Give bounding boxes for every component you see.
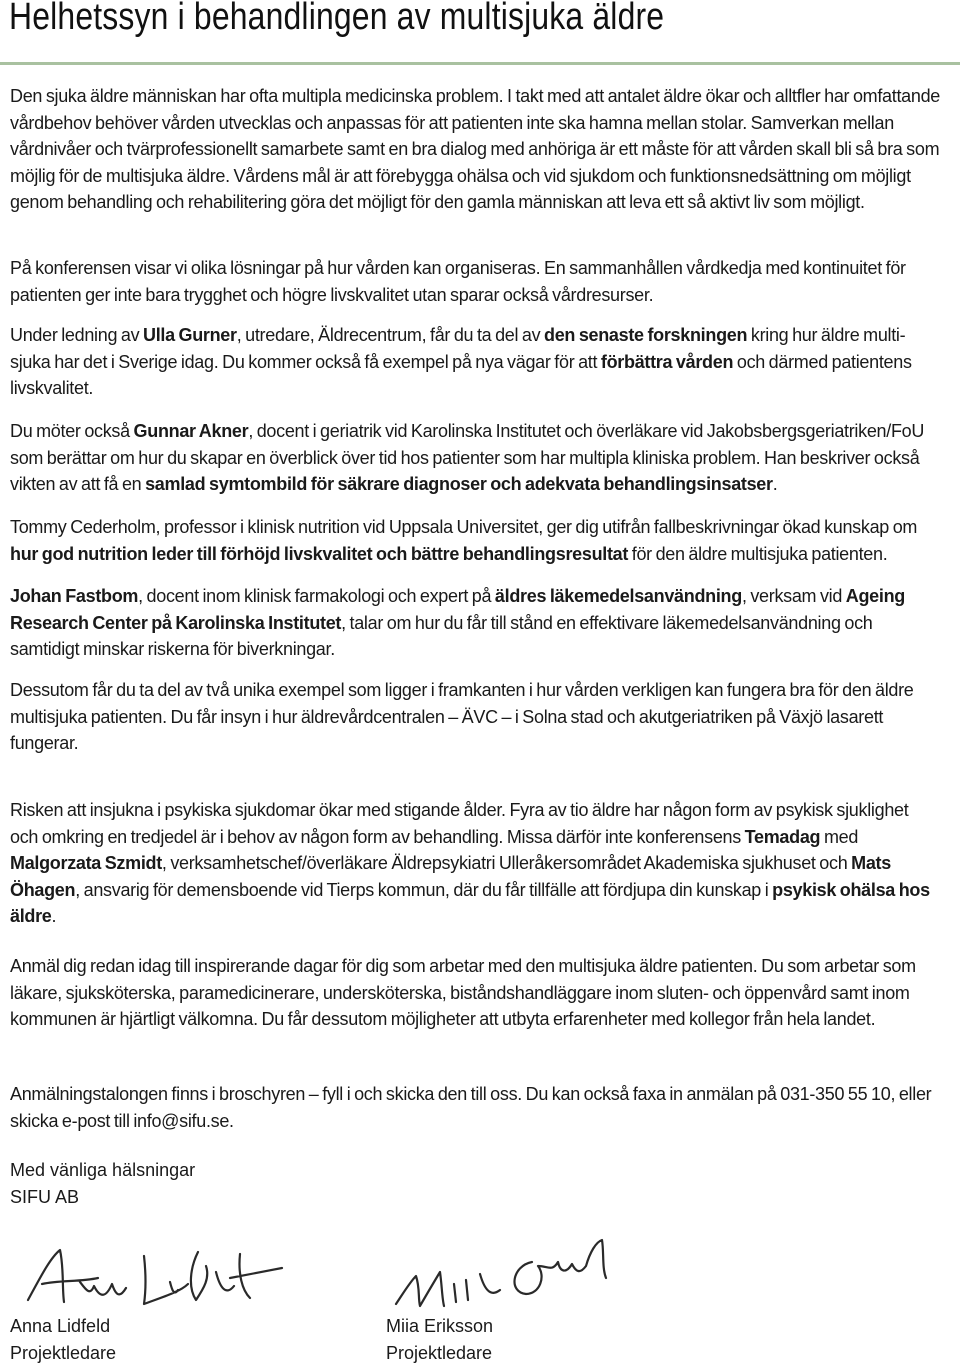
paragraph-examples: Dessutom får du ta del av två unika exempel som ligger i framkanten i hur vården verkligen kan fungera bra för den äldre multisjuka patienten. Du får insyn i hur äldrevårdcentralen – ÄVC – i Solna stad och akutgeriatriken på Växjö lasarett fungerar.: [10, 680, 914, 753]
emphasis: förbättra vården: [600, 351, 734, 372]
emphasis: Gunnar Akner: [133, 421, 249, 441]
signature-miia-eriksson: [390, 1232, 620, 1322]
closing: [10, 1157, 195, 1211]
signature-anna-lidfeld: [20, 1238, 290, 1318]
paragraph-gunnar-akner: Du möter också Gunnar Akner, docent i geriatrik vid Karolinska Institutet och överläkare vid Jakobsbergsgeriatriken/FoU som berättar om hur du skapar en överblick över tid hos patienter som har multipla kliniska problem. Han beskriver också vikten av att få en samlad symtombild för säkrare diagnoser och adekvata behandlingsinsatser.: [10, 421, 925, 494]
emphasis: psykisk ohälsa hos äldre: [10, 879, 930, 926]
title-rule: [0, 62, 960, 65]
emphasis: Malgorzata Szmidt: [10, 853, 162, 873]
emphasis: Johan Fastbom: [10, 586, 139, 606]
paragraph-ulla-gurner: Under ledning av Ulla Gurner, utredare, Äldrecentrum, får du ta del av den senaste forskningen kring hur äldre multisjuka har det i Sverige idag. Du kommer också få exempel på nya vägar för att förbättra vården och därmed patientens livskvalitet.: [10, 325, 912, 398]
emphasis: äldres läkemedelsanvändning: [494, 586, 742, 606]
emphasis: Temadag: [744, 826, 821, 847]
paragraph-intro: Den sjuka äldre människan har ofta multipla medicinska problem. I takt med att antalet äldre ökar och alltfler har omfattande vårdbehov behöver vården utvecklas och anpassas för att patienten inte ska hamna mellan stolar. Samverkan mellan vårdnivåer och tvärprofessionellt samarbete samt en bra dialog med anhöriga är ett måste för att vården skall bli så bra som möjlig för de multisjuka äldre. Vårdens mål är att förebygga ohälsa och vid sjukdom och funktionsnedsättning om möjligt genom behandling och rehabilitering göra det möjligt för den gamla människan att leva ett så aktivt liv som möjligt.: [10, 86, 941, 212]
paragraph-conference: På konferensen visar vi olika lösningar på hur vården kan organiseras. En sammanhållen vårdkedja med kontinuitet för patienten ger inte bara trygghet och högre livskvalitet utan sparar också vårdresurser.: [10, 258, 906, 305]
emphasis: samlad symtombild för säkrare diagnoser och adekvata behandlingsinsatser: [145, 474, 773, 494]
page-title: Helhetssyn i behandlingen av multisjuka äldre: [9, 0, 665, 38]
signatory-2: [386, 1313, 493, 1367]
signatory-name: Anna Lidfeld: [10, 1316, 111, 1336]
paragraph-registration: Anmäl dig redan idag till inspirerande dagar för dig som arbetar med den multisjuka äldre patienten. Du som arbetar som läkare, sjuksköterska, paramedicinerare, undersköterska, biståndshandläggare inom sluten- och öppenvård samt inom kommunen är hjärtligt välkomna. Du får dessutom möjligheter att utbyta erfarenheter med kollegor från hela landet.: [10, 956, 916, 1029]
emphasis: hur god nutrition leder till förhöjd livskvalitet och bättre behandlingsresultat: [10, 543, 629, 564]
emphasis: den senaste forskningen: [544, 325, 748, 345]
paragraph-tommy-cederholm: Tommy Cederholm, professor i klinisk nutrition vid Uppsala Universitet, ger dig utifrån fallbeskrivningar ökad kunskap om hur god nutrition leder till förhöjd livskvalitet och bättre behandlingsresultat för den äldre multisjuka patienten.: [10, 517, 918, 564]
signatory-name: Miia Eriksson: [386, 1316, 494, 1336]
paragraph-psychiatry: Risken att insjukna i psykiska sjukdomar ökar med stigande ålder. Fyra av tio äldre har någon form av psykisk sjuklighet och omkring en tredjedel är i behov av någon form av behandling. Missa därför inte konferensens Temadag med Malgorzata Szmidt, verksamhetschef/överläkare Äldrepsykiatri Ulleråkersområdet Akademiska sjukhuset och Mats Öhagen, ansvarig för demensboende vid Tierps kommun, där du får tillfälle att fördjupa din kunskap i psykisk ohälsa hos äldre.: [10, 800, 930, 926]
signatory-role: Projektledare: [10, 1343, 117, 1363]
closing-greeting: Med vänliga hälsningar: [10, 1160, 196, 1180]
closing-company: SIFU AB: [10, 1187, 80, 1207]
paragraph-johan-fastbom: Johan Fastbom, docent inom klinisk farmakologi och expert på äldres läkemedelsanvändning, verksam vid Ageing Research Center på Karolinska Institutet, talar om hur du får till stånd en effektivare läkemedelsanvändning och samtidigt minskar riskerna för biverkningar.: [10, 586, 905, 659]
emphasis: Ageing Research Center på Karolinska Institutet: [10, 586, 905, 633]
emphasis: Mats Öhagen: [10, 853, 891, 900]
signatory-1: [10, 1313, 116, 1367]
signatory-role: Projektledare: [386, 1343, 493, 1363]
emphasis: Ulla Gurner: [143, 325, 237, 345]
paragraph-contact: Anmälningstalongen finns i broschyren – fyll i och skicka den till oss. Du kan också faxa in anmälan på 031-350 55 10, eller skicka e-post till info@sifu.se.: [10, 1084, 932, 1131]
